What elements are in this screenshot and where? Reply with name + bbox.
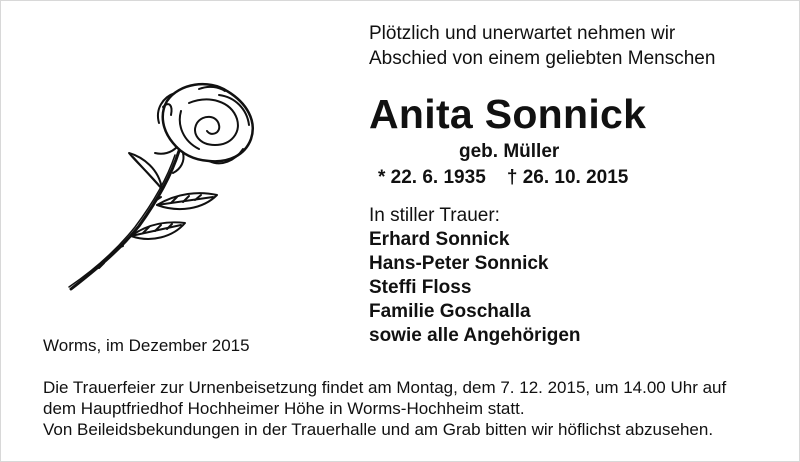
maiden-name: geb. Müller [459,141,560,162]
service-line-2: dem Hauptfriedhof Hochheimer Höhe in Worms-Hochheim statt. [43,399,525,418]
funeral-service-info [43,377,783,440]
service-line-3: Von Beileidsbekundungen in der Trauerhalle und am Grab bitten wir höflichst abzusehen. [43,420,714,439]
deceased-name: Anita Sonnick [369,91,647,137]
mourner-name: Steffi Floss [369,277,472,298]
mourner-name: Erhard Sonnick [369,229,510,250]
life-dates: * 22. 6. 1935 † 26. 10. 2015 [378,167,629,188]
service-line-1: Die Trauerfeier zur Urnenbeisetzung findet am Montag, dem 7. 12. 2015, um 14.00 Uhr auf [43,378,727,397]
mourner-name: sowie alle Angehörigen [369,325,581,346]
mourners-label: In stiller Trauer: [369,205,500,226]
rose-icon [59,81,279,296]
mourner-name: Familie Goschalla [369,301,531,322]
mourner-name: Hans-Peter Sonnick [369,253,549,274]
place-date: Worms, im Dezember 2015 [43,336,250,355]
intro-line-2: Abschied von einem geliebten Menschen [369,48,716,69]
intro-line-1: Plötzlich und unerwartet nehmen wir [369,23,676,44]
obituary-text-block [369,21,789,348]
